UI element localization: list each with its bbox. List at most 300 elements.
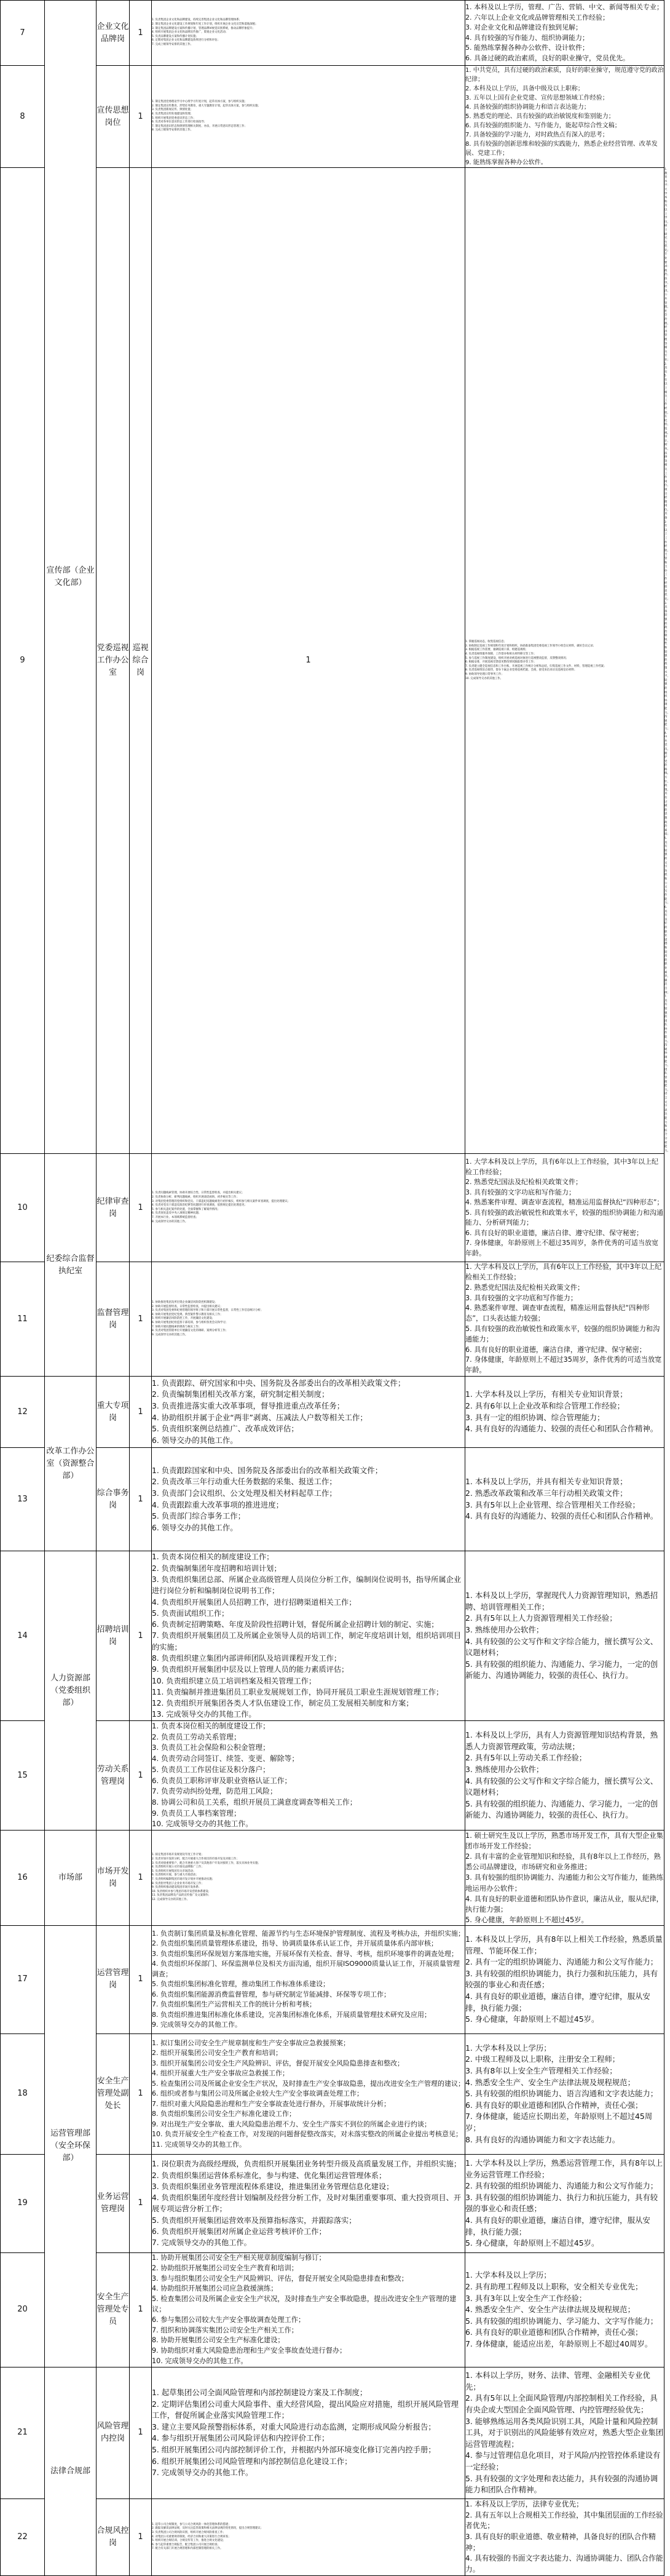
duty-line: 6. 负责组织集团能源消费监督管理，参与研究制定节能减排、环保等专项工作； (152, 1990, 390, 1998)
table-row (1, 1377, 664, 1448)
duty-line: 6. 组织或者参与集团公司及所属企业较大生产安全事故调查处理工作； (152, 2089, 363, 2098)
duties-cell (152, 1448, 465, 1551)
duty-line: 4. 负责巡视组服务保障，工作督办和相关材料移交等工作； (465, 652, 537, 656)
duties-cell (152, 1925, 465, 2033)
requirement-line: 8. 具有良好的沟通协调能力和文字表达能力。 (465, 2134, 620, 2144)
duty-line: 9. 完成领导交办的其他工作。 (152, 2021, 242, 2029)
duty-line: 5. 检查集团公司及所属企业安全生产状况，及时排查生产安全事故隐患，提出改进安全生产管理的建议； (152, 2295, 457, 2314)
requirement-line: 2. 熟悉党纪国法及纪检相关政策文件； (465, 1283, 585, 1292)
duties-cell (152, 2367, 465, 2498)
duty-line: 3. 对集团党委管理的党组织和党员、干部违纪问题线索进行初步核实，组织参与相关案件审查调查，提出处理建议； (152, 1199, 291, 1203)
department-cell: 运营管理部（安全环保部） (45, 1925, 97, 2367)
duty-line: 6. 参与集团公司较大生产安全事故调查处理工作； (152, 2315, 305, 2324)
duty-line: 11. 负责编制并推进集团员工职业发展规划工作，协同开展员工职业生涯规划管理工作； (152, 1687, 444, 1696)
duties-cell (465, 168, 664, 1154)
position-cell: 风险管理内控岗 (97, 2367, 130, 2498)
requirement-line: 6. 具备过硬的政治素质，良好的职业操守，党员优先。 (465, 54, 629, 62)
requirement-line: 5. 具有较强的组织能力、沟通能力、学习能力，一定的创新能力、沟通协调能力，较强的责任心、执行力。 (465, 1799, 658, 1820)
table-row (1, 2252, 664, 2367)
requirement-line: 3. 具有良好的职业道德、敬业精神，具备良好的团队合作精神； (465, 2532, 656, 2552)
requirement-line: 4. 具有较强的公文写作和文字综合能力，擅长撰写公文、议题材料； (465, 1636, 658, 1658)
duty-line: 9. 完成领导交办的其他工作。 (152, 1333, 188, 1337)
duty-line: 9. 负责员工人事档案管理； (152, 1808, 241, 1818)
duties-cell (152, 1551, 465, 1721)
headcount-cell: 1 (130, 2154, 152, 2252)
job-table-body (1, 1, 670, 2576)
duty-line: 4. 组织开展重大生产安全事故应急救援工作； (152, 2069, 289, 2078)
requirements-cell (465, 1831, 664, 1926)
headcount-cell: 1 (130, 1154, 152, 1262)
duty-line: 7. 制定集团意识形态和舆情管理相关制度、办法，开展日常意识形态管理工作； (152, 124, 247, 128)
duty-line: 1. 协助推进集团及所出资企业廉洁风险防控机制建设； (152, 1300, 218, 1304)
table-row (1, 2033, 664, 2154)
duty-line: 1. 掌握巡视动态，收集巡视信息； (465, 640, 507, 644)
duty-line: 6. 负责对各单位意识形态工作进行检查指导； (152, 121, 207, 124)
requirements-cell (465, 2154, 664, 2252)
requirement-line: 7. 身体健康，能适应出差，年龄原则上不超过40周岁。 (465, 2339, 653, 2348)
duties-cell (152, 1721, 465, 1831)
duty-line: 7. 完成领导交办的其他工作。 (152, 2468, 253, 2478)
duty-line: 1. 起草集团公司全面风险管理和内部控制建设方案及工作制度； (152, 2388, 368, 2398)
requirement-line: 4. 具有良好的沟通能力、较强的责任心和团队合作精神。 (465, 1511, 658, 1521)
requirement-line: 2. 具有五年以上合规相关工作经验，其中集团层面的工作经验者优先； (465, 2510, 663, 2530)
headcount-cell: 1 (130, 1262, 152, 1377)
duty-line: 1. 岗位职责为高级经理级，负责组织开展集团业务转型升级及高质量发展工作，并组织实施； (152, 2160, 462, 2169)
duty-line: 8. 完成上级领导安排的其他工作。 (152, 129, 194, 132)
requirement-line: 1. 本科及以上学历，管理、广告、营销、中文、新闻等相关专业； (465, 3, 663, 11)
duty-line: 1. 起草公司合规制度，参与公司合规风险一体化管理体系的搭建； (152, 2522, 231, 2526)
duty-line: 2. 负责员工劳动关系管理； (152, 1732, 241, 1741)
duty-line: 10. 完成领导交办的其他工作。 (465, 677, 503, 680)
duty-line: 1. 拟定集团市场开发规划及年度工作计划； (152, 1853, 204, 1857)
requirement-line: 1. 大学本科及以上学历，具有6年以上工作经验，其中3年以上纪检相关工作经验； (465, 1263, 662, 1282)
requirement-line: 4. 熟悉安全生产、安全生产法律法规及规程规范； (465, 2305, 635, 2315)
department-cell: 法律合规部 (45, 2367, 97, 2575)
duty-line: 4. 协助组织开展集团公司应急救援演练； (152, 2284, 278, 2293)
requirement-line: 1. 大学本科及以上学历，有相关专业知识背景； (465, 1389, 628, 1399)
duty-line: 6. 负责组织开展、参与重大市场活动； (152, 1874, 199, 1877)
position-cell: 重大专项岗 (97, 1377, 130, 1448)
requirement-line: 2. 本科及以上学历，具备中级及以上职称； (465, 85, 584, 92)
duty-line: 2. 负责市场开发的分析，配合开展重大合作项目的市场开发及对接工作； (152, 1858, 239, 1861)
duty-line: 8. 负责指导集团子企业业务市场开发工作； (152, 1882, 204, 1885)
department-cell: 宣传部（企业文化部） (45, 1, 97, 1154)
requirement-line: 4. 熟悉案件审理、调查审查流程，精准运用监督执纪“四种形态”； (465, 1198, 664, 1207)
requirement-line: 1. 大学本科及以上学历； (465, 2270, 551, 2280)
requirement-line: 3. 能够熟练运用各类风险识别工具，风险计量和风险控制工具，对于识别出的风险能够有效应对，熟悉大型企业集团运营管理流程； (465, 2416, 664, 2449)
headcount-cell: 1 (130, 1831, 152, 1926)
requirement-line: 4. 具备较强的组织协调能力和语言表达能力； (465, 104, 590, 111)
headcount-cell: 1 (130, 2367, 152, 2498)
duty-line: 10. 负责组织并参与集团市场开发营销体系建设； (152, 1890, 211, 1893)
requirement-line: 6. 具有较强的组织能力、写作能力，能起草综合性文稿； (465, 122, 621, 129)
duty-line: 6. 负责制定招聘策略、年度及阶段性招聘计划，督促所属企业招聘计划的制定、实施； (152, 1620, 439, 1629)
duty-line: 2. 组织开展集团公司安全生产教育和培训； (152, 2049, 282, 2057)
requirement-line: 3. 具有5年以上企业管理、综合管理相关工作经验； (465, 1500, 640, 1509)
requirements-cell (465, 1721, 664, 1831)
requirement-line: 5. 具有较强的组织协调能力、学习能力、文字写作能力； (465, 2316, 658, 2326)
duty-line: 5. 参与巡视工作制度建设，组织开展对被巡视对象进行巡视整改监督，反馈整改情况； (465, 656, 569, 660)
duty-line: 1. 拟订集团公司安全生产规章制度和生产安全事故应急救援预案； (152, 2038, 350, 2047)
position-cell: 纪律审查岗 (97, 1154, 130, 1262)
row-number: 7 (1, 1, 45, 66)
duty-line: 3. 负责推进落实重大改革事项，督导推进重点改革任务； (152, 1401, 345, 1410)
duty-line: 7. 负责劳动纠纷处理，防范用工风险； (152, 1787, 277, 1796)
duty-line: 2. 协助组织开展集团公司安全生产教育和培训； (152, 2264, 298, 2272)
table-row (1, 2498, 664, 2575)
requirement-line: 5. 身心健康，年龄原则上不超过45岁。 (465, 2238, 599, 2248)
row-number: 10 (1, 1154, 45, 1262)
requirements-cell (465, 1377, 664, 1448)
requirement-line: 3. 具有较强的文字功底和写作能力； (465, 1294, 578, 1302)
requirement-line: 6. 具有良好的职业道德和团队合作精神，责任心强； (465, 2328, 643, 2337)
position-cell: 安全生产管理处副处长 (97, 2033, 130, 2154)
requirement-line: 4. 具有良好的沟通能力、较强的责任心和团队合作精神。 (465, 1424, 658, 1434)
duty-line: 1. 负责问题线索管理，协助开展综合性、日常性监督检查，并提出相关建议； (152, 1191, 245, 1195)
row-number: 18 (1, 2033, 45, 2154)
requirement-line: 1. 本科及以上学历，法律专业优先； (465, 2499, 583, 2508)
requirement-line: 5. 具有较强的政治敏锐性和政策水平，较强的组织协调能力和沟通能力、分析研判能力； (465, 1208, 663, 1227)
duty-line: 7. 协助开展问题线索的调查与核实工作； (152, 1325, 202, 1329)
duty-line: 7. 负责建立健全巡视信息和工作台账，开展巡视工作统计分析和总结，归集巡视工作文件、材料，管理巡视工作档案； (465, 664, 607, 668)
duty-line: 6. 定期对集团企业文化和品牌建设效果进行分析和评估； (152, 39, 220, 42)
position-cell: 安全生产管理处专员 (97, 2252, 130, 2367)
position-cell: 监督管理岗 (97, 1262, 130, 1377)
duty-line: 9. 对出现生产安全事故、重大风险隐患治理不力、安全生产落实不到位的所属企业进行约谈； (152, 2120, 431, 2128)
requirement-line: 3. 具有3年以上安全生产工作经验； (465, 2293, 587, 2303)
duty-line: 5. 负责员工工作居住证及积分落户； (152, 1765, 270, 1774)
row-number: 16 (1, 1831, 45, 1926)
duty-line: 3. 组织开展集团公司安全生产风险辨识、评估，督促开展安全风险隐患排查和整改； (152, 2059, 404, 2067)
duty-line: 3. 建立主要风险预警指标体系，对重大风险进行动态监测，定期形成风险分析报告； (152, 2422, 436, 2431)
duty-line: 6. 负责查处违反中央八项规定精神问题； (152, 1212, 202, 1215)
requirements-cell (465, 66, 664, 168)
requirement-line: 2. 具有较强的组织协调能力、沟通能力和公文写作能力； (465, 2181, 658, 2191)
requirement-line: 7. 身体健康，年龄原则上不超过35周岁，条件优秀的可适当放宽年龄。 (465, 1356, 662, 1375)
requirement-line: 5. 具有较强的政治敏锐性和政策水平，较强的组织协调能力和沟通能力； (465, 1325, 660, 1343)
headcount-cell: 1 (130, 1377, 152, 1448)
headcount-cell: 1 (130, 1925, 152, 2033)
requirement-line: 4. 具有良好的职业道德和团队协作意识，廉洁从业，服从纪律，执行能力强； (465, 1894, 664, 1914)
duty-line: 4. 协助开展集团党纪党规、典型案件警示教育及相关工作； (152, 1313, 223, 1316)
duty-line: 4. 负责劳动合同签订、续签、变更、解除等； (152, 1754, 299, 1763)
duty-line: 8. 负责对集团管辖单位开展廉洁文化的调研、案例分析等工作； (152, 1329, 229, 1333)
table-row (1, 1262, 664, 1377)
duties-cell (152, 2033, 465, 2154)
headcount-cell: 1 (152, 168, 465, 1154)
requirement-line: 8. 具有较强的创新思维和较强的实践能力，熟悉企业经营管理、改革发展、党建工作； (465, 141, 658, 157)
duty-line: 7. 配合有关部门开展合规管理和内部控制管理的相关工作。 (152, 2547, 223, 2551)
duty-line: 5. 负责组织开展集团运营效率及预算指标落实，并跟踪落实； (152, 2216, 357, 2225)
headcount-cell: 1 (130, 1448, 152, 1551)
duty-line: 4. 负责集团宣传阵地建设和管理； (152, 112, 194, 116)
headcount-cell: 1 (130, 2252, 152, 2367)
duty-line: 10. 负责开展安全生产检查工作，对发现的问题督促整改落实，对未落实整改的所属企业提出考核意见； (152, 2130, 462, 2139)
duty-line: 13. 完成领导交办的其他工作。 (152, 1710, 256, 1719)
requirement-line: 3. 具有较强的组织协调能力、沟通能力和公文写作能力，能熟练地运用办公软件； (465, 1873, 664, 1893)
duty-line: 4. 负责组织环保部门、环保监测单位及相关方面沟通，组织开展ISO9000质量认证工作，开展质量管理调查； (152, 1960, 460, 1978)
duty-line: 6. 参与起草重要合规报告，配合集团公司开展合规检查； (152, 2543, 220, 2546)
duty-line: 3. 负责对集团党委和纪委管理的领导班子和干部开展日常性监督，日常性工作信息统计分析； (152, 1309, 264, 1313)
requirement-line: 4. 熟悉安全生产、安全生产法律法规及规程规范； (465, 2077, 635, 2087)
duty-line: 2. 负责协助分析、研判问题线索，组织开展谈话函询、初步核实等工作； (152, 1196, 239, 1199)
requirement-line: 1. 大学本科及以上学历，具有6年以上工作经验，其中3年以上纪检工作经验； (465, 1158, 658, 1176)
duty-line: 3. 负责组织集团总部、所属企业高级管理人员岗位分析工作，编制岗位说明书，指导所属企业进行岗位分析和编制岗位说明书工作； (152, 1575, 462, 1596)
department-cell: 人力资源部（党委组织部） (45, 1551, 97, 1831)
requirement-line: 2. 六年以上企业文化或品牌管理相关工作经验； (465, 13, 609, 22)
position-cell: 业务运营管理岗 (97, 2154, 130, 2252)
requirement-line: 2. 具有丰富的企业管理知识和经验，具有8年以上工作经历，熟悉公司品牌建设，市场研究和业务推进； (465, 1852, 661, 1872)
headcount-cell: 1 (130, 1, 152, 66)
position-cell: 企业文化品牌岗 (97, 1, 130, 66)
table-row (1, 66, 664, 168)
duties-cell (152, 2498, 465, 2575)
duty-line: 8. 协助开展集团公司安全生产标准化建设； (152, 2336, 285, 2345)
duty-line: 6. 负责员工职称评审及职业资格认证工作； (152, 1776, 292, 1785)
requirement-line: 5. 身心健康，年龄原则上不超过45岁。 (465, 1915, 588, 1924)
requirement-line: 2. 具有一定的组织协调能力、沟通能力和公文写作能力； (465, 1957, 658, 1967)
duty-line: 2. 协助制定巡视工作规划和年度计划和组织，协助准备集团党委巡视工作领导小组会议材料，做好会议记录； (465, 644, 596, 648)
requirement-line: 2. 熟悉党纪国法及纪检相关政策文件； (465, 1178, 582, 1187)
duty-line: 2. 跟踪及解读法律法规，及时关注监管政策和相关法律法规的变化情况，提出合规管理建议； (152, 2527, 264, 2530)
requirement-line: 1. 大学本科及以上学历，熟悉运营管理工作，具有8年以上业务运营管理工作经验； (465, 2158, 663, 2179)
duty-line: 2. 负责编制集团年度招聘和培训计划； (152, 1564, 282, 1573)
requirement-line: 2. 具有6年以上企业改革和综合管理工作经验； (465, 1401, 625, 1410)
requirement-line: 3. 五年以上国有企业党建、宣传思想领域工作经验； (465, 95, 609, 101)
requirements-cell (465, 1154, 664, 1262)
duty-line: 5. 组织开展廉洁风险防控工作，开展廉洁文化建设； (152, 1317, 215, 1321)
duty-line: 4. 组织开展集团企业文化和品牌宣传推广，策划企业文化活动； (152, 31, 229, 34)
requirement-line: 1. 中共党员，具有过硬的政治素质，良好的职业操守，规范遵守党的政治纪律； (465, 67, 664, 83)
requirement-line: 9. 能熟练掌握各种办公软件。 (465, 159, 547, 166)
duty-line: 3. 参与组织集团公司安全生产风险辨识、评估，督促开展安全风险隐患排查和整改； (152, 2274, 408, 2283)
duty-line: 11. 完成领导交办的其他工作。 (152, 2140, 246, 2149)
duty-line: 10. 完成领导交办的其他工作。 (152, 2357, 248, 2365)
row-number: 20 (1, 2252, 45, 2367)
table-row (1, 1721, 664, 1831)
requirements-cell (465, 1925, 664, 2033)
table-row (1, 1448, 664, 1551)
department-cell: 市场部 (45, 1831, 97, 1926)
requirement-line: 3. 具有较强的组织协调能力、执行力和抗压能力，具有较强的事业心和责任感； (465, 2192, 658, 2214)
position-cell: 宣传思想岗位 (97, 66, 130, 168)
duty-line: 5. 负责面试组织工作； (152, 1608, 229, 1618)
duty-line: 2. 负责改革三年行动重大任务数据的采集、报送工作； (152, 1477, 337, 1487)
duty-line: 8. 完成领导交办的其他工作。 (152, 1220, 188, 1223)
row-number: 11 (1, 1262, 45, 1377)
duty-line: 4. 参与组织开展集团公司风险评估和内控评价工作； (152, 2433, 329, 2443)
row-number: 21 (1, 2367, 45, 2498)
requirements-cell (465, 1551, 664, 1721)
duty-line: 7. 完成上级领导安排的其他工作。 (152, 42, 194, 46)
duty-line: 10. 完成领导交办的其他工作。 (152, 1819, 253, 1829)
duty-line: 3. 制定集团品牌建设方案和传播计划，管理品牌VI视觉识别系统，推动品牌形象提升； (152, 26, 255, 30)
duty-line: 5. 负责品牌建设方案和传播计划实施； (152, 34, 199, 38)
duty-line: 3. 负责员工社会保险和公积金管理； (152, 1743, 270, 1752)
headcount-cell: 1 (130, 1721, 152, 1831)
duty-line: 6. 领导交办的其他工作。 (152, 1435, 238, 1445)
table-row (1, 1, 664, 66)
requirement-line: 4. 具有较强的写作能力、组织协调能力； (465, 33, 589, 42)
duties-cell (152, 1262, 465, 1377)
row-number: 19 (1, 2154, 45, 2252)
duty-line: 12. 完成领导交办的其他工作。 (152, 1898, 190, 1901)
duty-line: 5. 组织开展集团党委意识形态工作； (152, 116, 196, 120)
duty-line: 4. 负责组织开展集团人员招聘工作，进行招聘渠道相关工作； (152, 1597, 357, 1607)
row-number: 22 (1, 2498, 45, 2575)
table-row (1, 2154, 664, 2252)
duty-line: 5. 负责组织集团标准化管理，推动集团工作标准体系建设； (152, 1980, 329, 1989)
requirement-line: 6. 具有良好的职业道德和团队合作精神，责任心强； (465, 2100, 643, 2110)
duty-line: 7. 组织和协调落实集团公司安全生产相关工作； (152, 2326, 298, 2334)
duty-line: 1. 制定集团党委理论学习中心组学习年度计划，起草具体方案，参与组织实施； (152, 100, 247, 104)
duty-line: 5. 组织开展集团公司内部控制评价工作，并根据内外部环境变化修订完善内控手册； (152, 2445, 436, 2455)
duty-line: 5. 负责组织案例总结推广、改革成效评估； (152, 1424, 299, 1434)
duty-line: 2. 负责编制集团相关改革方案，研究制定相关制度； (152, 1389, 329, 1399)
requirement-line: 5. 熟悉党的理论、具有较强的政治敏锐度和鉴别能力； (465, 113, 615, 120)
duty-line: 4. 负责组织开展公司市场及品牌推广工作； (152, 1866, 204, 1869)
duty-line: 10. 负责组织建立员工培训档案及相关管理工作； (152, 1676, 317, 1685)
requirement-line: 7. 身体健康，年龄原则上不超过35周岁，条件优秀的可适当放宽年龄。 (465, 1239, 658, 1257)
duty-line: 3. 根据巡视工作需要，抽调巡视干部，组建巡视组； (465, 648, 529, 652)
position-cell: 巡视综合岗 (130, 168, 152, 1154)
requirement-line: 1. 本科及以上学历，掌握现代人力资源管理知识，熟悉招聘、培训管理相关工作； (465, 1591, 658, 1612)
row-number: 14 (1, 1551, 45, 1721)
duty-line: 4. 对集团公司重要规章制度、经济合同和重大决策进行合规审查； (152, 2535, 231, 2538)
duty-line: 7. 负责组织集团生产运营相关工作的统计分析和考核； (152, 2000, 316, 2009)
requirement-line: 3. 熟练使用办公软件； (465, 1764, 544, 1774)
requirement-line: 3. 具有8年以上安全生产管理相关工作经验； (465, 2065, 617, 2075)
duty-line: 1. 协助开展集团公司安全生产相关规章制度编制与修订； (152, 2254, 326, 2262)
requirement-line: 2. 具有5年以上劳动关系工作经验； (465, 1753, 587, 1763)
duty-line: 7. 开展本行业、本领域系统监督检查； (152, 1215, 199, 1219)
duty-line: 7. 完成领导交办的其他工作。 (152, 2238, 251, 2248)
duties-cell (152, 1831, 465, 1926)
duties-cell (152, 2252, 465, 2367)
headcount-cell: 1 (130, 2498, 152, 2575)
duty-line: 6. 组织开展集团公司风险管理和内部控制信息化建设工作； (152, 2456, 352, 2466)
duty-line: 7. 负责组织编制集团市场开发计划并开展推动实施； (152, 1878, 215, 1881)
duty-line: 1. 负责本岗位相关的制度建设工作； (152, 1552, 274, 1562)
duty-line: 6. 领导交办的其他工作。 (152, 1522, 238, 1532)
requirement-line: 5. 具有较强的文字处理和表达能力，具有较强的沟通协调能力和团队合作精神。 (465, 2473, 658, 2495)
requirement-line: 3. 具有较强的文字功底和写作能力； (465, 1188, 575, 1196)
duty-line: 1. 负责跟踪国家和中央、国务院及各部委出台的改革相关政策文件； (152, 1465, 383, 1475)
duty-line: 5. 负责组织开展集团有关市场活动； (152, 1869, 196, 1873)
department-cell: 纪委综合监督执纪室 (45, 1154, 97, 1377)
requirement-line: 1. 本科及以上学历，并具有相关专业知识背景； (465, 1477, 628, 1487)
duty-line: 4. 负责对党员干部违反政治纪律等问题进行审查调查，依照规定提出处理意见； (152, 1204, 247, 1207)
requirement-line: 4. 具有良好的职业道德，廉洁自律，遵守纪律，服从安排，执行能力强； (465, 1992, 650, 2013)
position-cell: 综合事务岗 (97, 1448, 130, 1551)
row-number: 12 (1, 1377, 45, 1448)
row-number: 8 (1, 66, 45, 168)
duty-line: 7. 组织对重大风险隐患治理和生产安全事故查处进行督办，开展事故统计分析； (152, 2099, 390, 2108)
requirements-cell (465, 2252, 664, 2367)
duty-line: 4. 负责组织集团年度经营计划编制及经营分析工作，及时对集团重要事项、重大投资项目、开展专项运营分析工作； (152, 2193, 462, 2214)
requirement-line: 2. 具有助理工程师及以上职称，安全相关专业优先； (465, 2281, 643, 2291)
department-cell: 党委巡视工作办公室 (97, 168, 130, 1154)
duty-line: 9. 协助组织对重大风险隐患治理和生产安全事故查处进行督办； (152, 2347, 347, 2355)
duty-line: 8. 负责巡视组驻点接待，督办下属企业党委巡视档案、会商，接受来信来访及巡视信访材料； (465, 669, 577, 672)
position-cell: 合规风控岗 (97, 2498, 130, 2575)
duty-line: 4. 负责跟踪重大改革事项的推进进度； (152, 1500, 284, 1509)
requirement-line: 3. 具有较强的组织协调能力，执行力强和抗压能力，具有较强的事业心和责任感； (465, 1968, 658, 1990)
duty-line: 3. 负责集团新闻宣传、舆情处置； (152, 108, 194, 112)
requirement-line: 3. 具有一定的组织协调、综合管理能力； (465, 1412, 605, 1422)
duty-line: 5. 参与相关违纪案件的处置，全面掌握和了解案件情况； (152, 1207, 220, 1211)
row-number: 17 (1, 1925, 45, 2033)
requirement-line: 1. 大学本科及以上学历； (465, 2043, 551, 2053)
position-cell: 招聘培训岗 (97, 1551, 130, 1721)
duty-line: 2. 负责组织集团质量管理体系建设，指导、协调质量体系认证工作，并开展质量体系内部审核； (152, 1939, 438, 1948)
duties-cell (152, 66, 465, 168)
requirement-line: 5. 能熟练掌握各种办公软件、设计软件； (465, 44, 589, 52)
duty-line: 9. 负责组织推动建设集团市场开发体系； (152, 1886, 202, 1890)
requirement-line: 7. 具备较强的学习能力，对时政热点有深入的思考； (465, 132, 609, 138)
requirement-line: 4. 具有较强的书面文字表达能力、沟通协调能力、团队合作能力。 (465, 2554, 663, 2574)
duty-line: 1. 负责制订集团质量及标准化管理、能源节约与生态环境保护管理制度、流程及考核办法，并组织实施； (152, 1929, 465, 1938)
requirement-line: 1. 本科及以上学历，具有人力资源管理知识结构背景，熟悉人力资源管理政策，劳动法规； (465, 1730, 658, 1751)
table-row (1, 2367, 664, 2498)
requirement-line: 4. 具有良好的职业道德，廉洁自律，遵守纪律，服从安排，执行能力强； (465, 2216, 650, 2236)
duty-line: 2. 协助开展监督检查，日常性监督检查，并提出相关建议； (152, 1305, 223, 1308)
table-row: 9 党委巡视工作办公室 巡视综合岗 1 1. 掌握巡视动态，收集巡视信息； 2. 协助制定巡视工作规划和年度计划和组织，协助准备集团党委巡视工作领导小组会议材料，做好会议记录； 3. 根据巡视工作需要，抽调巡视干部，组建巡视组； 4. 负责巡视组服务保障，工作督办和相关材料移交等工作； 5. 参与巡视工作制度建设，组织开展对被巡视对象进行巡视整改监督，反馈整改情况； 6. 根据安排，开展巡视反馈意见整改情况跟踪督办等工作； 7. 负责建立健全巡视信息和工作台账，开展巡视工作统计分析和总结，归集巡视工作文件、材料，管理巡视工作档案； 8. 负责巡视组驻点接待，督办下属企业党委巡视档案、会商，接受来信来访及巡视信访材料； 9. 协助领导处理日常事务工作； 10. 完成领导交办的其他工作。 1. 教育水平：大学本科及以上学历，硕士研究生优先； 专业要求：政治、法学、经济、公共管理、社会治理、经济管理等相关专业； 2. 具有5年以上相关工作经验，在纪检、巡视、审计、财务、法律等相关工作岗位、项目经理岗位，具备3年以上工作经验，主管和主办工作经验者优先； 3. 具备较强的政治敏锐性和较强的政策水平，较强的组织协调能力、沟通能力； 4. 中共党员，拥护党的路线、方针、政策，具有过硬的思想政治素质； 5. 具有较强的文字功底和公文写作能力； 6. 具有良好的职业道德和较高的职业素养，廉洁自律； 7. 具有较强的团队协作能力、沟通协调能力、团队管理能力，语言文字表达能力和综合分析能力。 (1, 168, 664, 1154)
duty-line: 5. 组织开展合规培训、合规宣传等工作，推进合规文化建设； (152, 2539, 226, 2543)
requirement-line: 3. 熟练使用办公软件； (465, 1624, 544, 1634)
requirement-line: 6. 具有良好的职业道德，廉洁自律、遵守纪律、保守秘密； (465, 1228, 643, 1237)
duty-line: 1. 负责跟踪、研究国家和中央、国务院及各部委出台的改革相关政策文件； (152, 1378, 406, 1388)
duties-cell (152, 2154, 465, 2252)
duty-line: 12. 负责组织开展集团各类人才队伍建设工作，制定员工发展相关制度和方案； (152, 1699, 414, 1708)
requirement-line: 6. 具有良好的职业道德，廉洁自律，遵守纪律、保守秘密； (465, 1345, 646, 1354)
table-row (1, 1925, 664, 2033)
duty-line: 8. 协调公司和员工关系，组织开展员工满意度调查等相关工作； (152, 1797, 357, 1807)
duty-line: 4. 协助组织并属于企业“两非”剥离、压减法人户数等相关工作； (152, 1412, 368, 1422)
requirement-line: 2. 熟悉改革政策和改革三年行动相关政策文件； (465, 1488, 628, 1498)
requirement-line: 4. 具有较强的公文写作和文字综合能力，擅长撰写公文、议题材料； (465, 1776, 658, 1797)
requirement-line: 1. 本科及以上学历，具有8年以上相关工作经验，熟悉质量管理、节能环保工作； (465, 1934, 663, 1955)
requirement-line: 2. 具有5年以上全面风险管理/内部控制相关工作经验，具有央企或大型国企全面风险管理、内控管理经验优先； (465, 2393, 658, 2414)
duty-line: 8. 负责组织集团公司安全生产标准化建设工作； (152, 2110, 296, 2118)
requirements-cell (465, 1, 664, 66)
department-cell: 改革工作办公室（资源整合部） (45, 1377, 97, 1551)
duty-line: 7. 负责组织开展集团员工及所属企业领导人员的培训工作，制定年度培训计划，组织培训项目的实施； (152, 1631, 462, 1652)
headcount-cell: 1 (130, 1551, 152, 1721)
requirement-line: 5. 具有较强的组织协调能力、语言沟通和文字表达能力； (465, 2089, 658, 2099)
requirements-cell (465, 2367, 664, 2498)
duty-line: 2. 制定集团企业文化建设工作规划和年度工作计划，组织开展企业文化宣贯和落地深植； (152, 23, 258, 26)
duties-cell (152, 1, 465, 66)
duty-line: 2. 制定集团宣传教育、形势任务教育，重大专题教育计划，起草具体方案，参与组织实施； (152, 104, 261, 108)
duty-line: 9. 负责组织开展集团中层及以上管理人员的能力素质评估； (152, 1665, 349, 1674)
requirements-cell (465, 2033, 664, 2154)
duty-line: 2. 负责组织集团运营体系标准化，参与构建、优化集团运营管理体系； (152, 2171, 387, 2180)
table-row (1, 1551, 664, 1721)
position-cell: 市场开发岗 (97, 1831, 130, 1926)
headcount-cell: 1 (130, 2033, 152, 2154)
requirements-cell (465, 1448, 664, 1551)
row-number: 13 (1, 1448, 45, 1551)
requirement-line: 2. 中级工程师及以上职称，注册安全工程师； (465, 2054, 620, 2064)
requirement-line: 4. 参与过管理信息化项目，对于风险/内控管控体系建设有一定经验； (465, 2451, 661, 2471)
duty-line: 3. 负责组织集团环保规划方案落地实施，开展环保有关检查、督导、考核，组织环境事件的调查处理； (152, 1949, 458, 1958)
duties-cell (152, 1154, 465, 1262)
requirement-line: 5. 身心健康，年龄原则上不超过45岁。 (465, 2014, 599, 2024)
duty-line: 5. 负责部门综合事务工作； (152, 1511, 246, 1521)
duties-cell (152, 1377, 465, 1448)
duty-line: 6. 协助开展集团纪检监察干部培训，参与组织各类会议和学习； (152, 1321, 229, 1324)
